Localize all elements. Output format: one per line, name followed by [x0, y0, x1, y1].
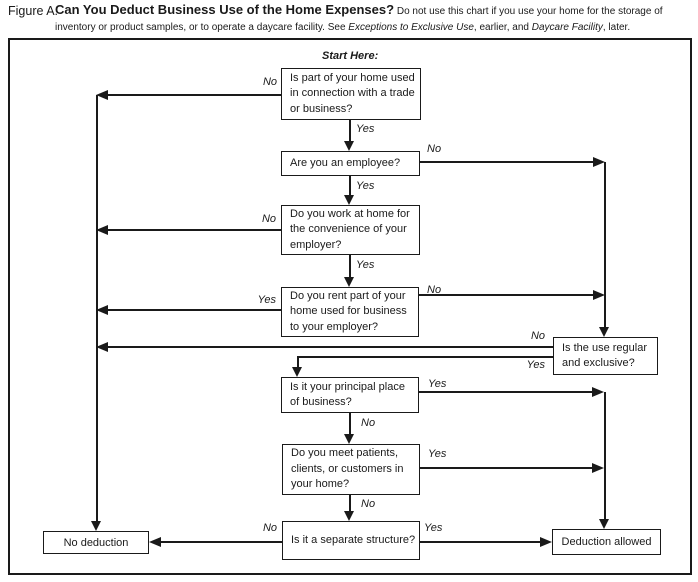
flow-line [104, 309, 281, 311]
decision-convenience-of-employer: Do you work at home for the convenience of your employer? [281, 205, 420, 255]
edge-label-yes: Yes [356, 180, 375, 192]
flow-line [604, 162, 606, 329]
edge-label-yes: Yes [257, 294, 276, 306]
flow-line [104, 94, 281, 96]
edge-label-yes: Yes [356, 259, 375, 271]
start-here-label: Start Here: [322, 50, 379, 62]
decision-meet-patients: Do you meet patients, clients, or customers in your home? [282, 444, 420, 495]
flow-arrowhead-left [96, 305, 108, 315]
flow-arrowhead-right [592, 387, 604, 397]
flow-arrowhead-down [344, 511, 354, 521]
flow-line [420, 541, 542, 543]
edge-label-no: No [530, 330, 545, 342]
flow-line [420, 467, 594, 469]
edge-label-yes: Yes [428, 448, 447, 460]
flow-line [349, 176, 351, 197]
figure-title: Can You Deduct Business Use of the Home Expenses? [55, 2, 395, 17]
edge-label-yes: Yes [356, 123, 375, 135]
flow-line [159, 541, 282, 543]
edge-label-no: No [427, 143, 442, 155]
flow-arrowhead-down [292, 367, 302, 377]
flow-arrowhead-right [540, 537, 552, 547]
flow-arrowhead-right [592, 463, 604, 473]
edge-label-no: No [361, 498, 376, 510]
edge-label-yes: Yes [428, 378, 447, 390]
flow-arrowhead-down [344, 141, 354, 151]
edge-label-no: No [262, 522, 277, 534]
flow-arrowhead-down [599, 327, 609, 337]
result-deduction-allowed: Deduction allowed [552, 529, 661, 555]
decision-regular-and-exclusive: Is the use regular and exclusive? [553, 337, 658, 375]
flow-line [104, 229, 281, 231]
flow-line [297, 356, 553, 358]
figure-note-italic2: Daycare Facility [531, 21, 603, 33]
result-no-deduction: No deduction [43, 531, 149, 554]
decision-separate-structure: Is it a separate structure? [282, 521, 420, 560]
flow-arrowhead-left [96, 90, 108, 100]
figure-note-run3: , later. [602, 21, 631, 33]
flow-line [604, 392, 606, 520]
flow-arrowhead-down [599, 519, 609, 529]
flow-line [349, 255, 351, 279]
figure-note-run2: , earlier, and [473, 21, 532, 33]
flow-arrowhead-down [344, 434, 354, 444]
flow-line [349, 413, 351, 436]
edge-label-no: No [261, 213, 276, 225]
edge-label-no: No [361, 417, 376, 429]
flow-line [104, 346, 553, 348]
edge-label-yes: Yes [424, 522, 443, 534]
flow-arrowhead-right [593, 290, 605, 300]
flow-line [349, 120, 351, 143]
edge-label-no: No [262, 76, 277, 88]
edge-label-no: No [427, 284, 442, 296]
flow-line [419, 294, 596, 296]
flow-arrowhead-down [344, 277, 354, 287]
decision-trade-or-business: Is part of your home used in connection with a trade or business? [281, 68, 421, 120]
flow-arrowhead-left [96, 225, 108, 235]
flow-line [420, 161, 596, 163]
flow-line [419, 391, 594, 393]
figure-note-italic1: Exceptions to Exclusive Use [348, 21, 474, 33]
decision-principal-place: Is it your principal place of business? [281, 377, 419, 413]
flow-arrowhead-down [91, 521, 101, 531]
edge-label-yes: Yes [526, 359, 545, 371]
figure-title-block [55, 3, 689, 34]
figure-label: Figure A. [8, 4, 59, 18]
decision-rent-to-employer: Do you rent part of your home used for business to your employer? [281, 287, 419, 337]
decision-employee: Are you an employee? [281, 151, 420, 176]
flow-arrowhead-left [96, 342, 108, 352]
figure-note-run1: Do not use this chart if you use your home for the storage of inventory or product samples, or to operate a daycare facility. See [55, 6, 663, 33]
flow-arrowhead-down [344, 195, 354, 205]
flow-arrowhead-left [149, 537, 161, 547]
